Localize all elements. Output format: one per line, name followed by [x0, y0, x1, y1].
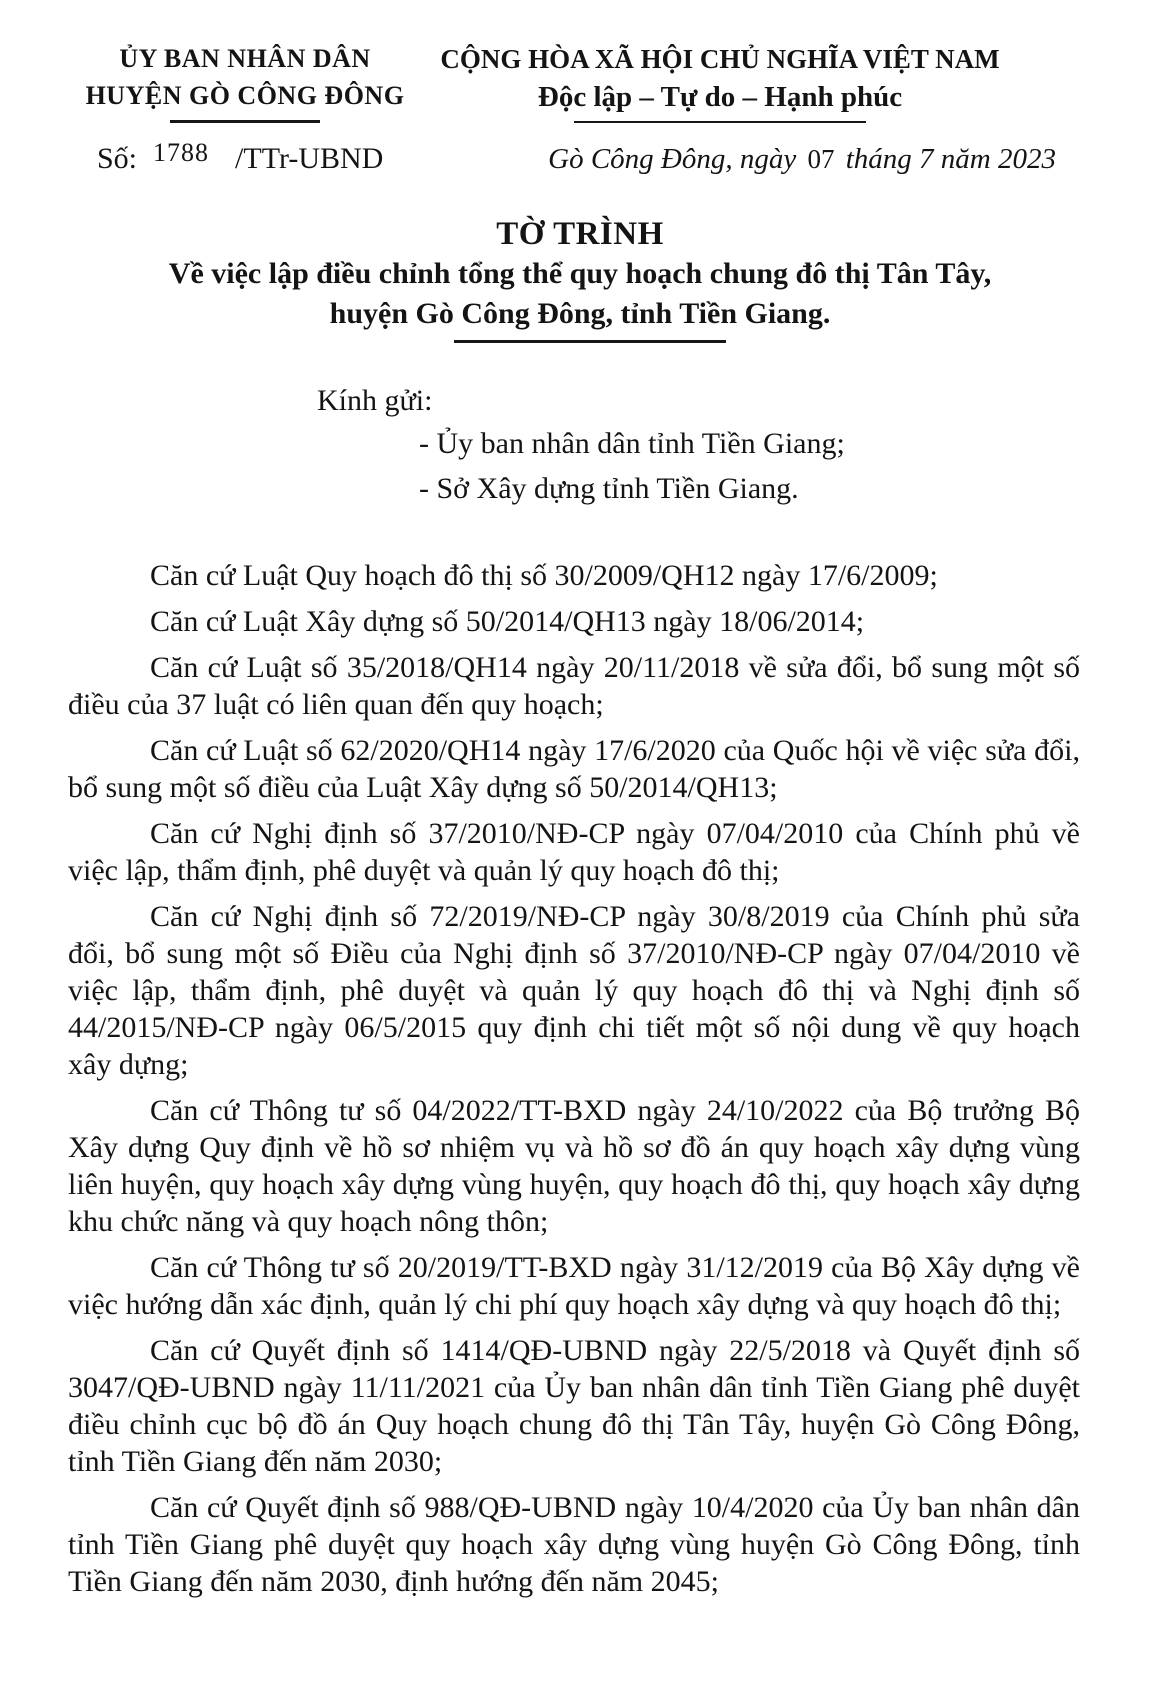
document-body [68, 557, 1080, 1600]
issuer-block [60, 40, 430, 123]
subject-line-2: huyện Gò Công Đông, tỉnh Tiền Giang. [329, 297, 831, 330]
legal-basis-paragraph: Căn cứ Quyết định số 1414/QĐ-UBND ngày 22/5/2018 và Quyết định số 3047/QĐ-UBND ngày 11/11/2021 của Ủy ban nhân dân tỉnh Tiền Giang phê duyệt điều chỉnh cục bộ đồ án Quy hoạch chung đô thị Tân Tây, huyện Gò Công Đông, tỉnh Tiền Giang đến năm 2030; [68, 1334, 1080, 1478]
legal-basis-paragraph: Căn cứ Nghị định số 37/2010/NĐ-CP ngày 07/04/2010 của Chính phủ về việc lập, thẩm định, phê duyệt và quản lý quy hoạch đô thị; [68, 817, 1080, 887]
subject-line-1: Về việc lập điều chỉnh tổng thể quy hoạch chung đô thị Tân Tây, [168, 257, 992, 290]
motto-divider [574, 121, 866, 123]
place-date-suffix: tháng 7 năm 2023 [845, 143, 1056, 175]
place-date-prefix: Gò Công Đông, ngày [548, 143, 797, 175]
place-date-line [548, 141, 1056, 177]
legal-basis-paragraph: Căn cứ Thông tư số 20/2019/TT-BXD ngày 31/12/2019 của Bộ Xây dựng về việc hướng dẫn xác định, quản lý chi phí quy hoạch xây dựng và quy hoạch đô thị; [68, 1251, 1080, 1321]
document-number-value: 1788 [153, 138, 210, 167]
legal-basis-paragraph: Căn cứ Luật Xây dựng số 50/2014/QH13 ngày 18/06/2014; [150, 605, 865, 638]
national-motto-block [430, 40, 1010, 123]
salutation-label: Kính gửi: [317, 384, 433, 417]
motto-line: Độc lập – Tự do – Hạnh phúc [537, 81, 903, 113]
legal-basis-paragraph: Căn cứ Luật số 62/2020/QH14 ngày 17/6/2020 của Quốc hội về việc sửa đổi, bổ sung một số điều của Luật Xây dựng số 50/2014/QH13; [68, 734, 1080, 804]
legal-basis-paragraph: Căn cứ Quyết định số 988/QĐ-UBND ngày 10/4/2020 của Ủy ban nhân dân tỉnh Tiền Giang phê duyệt quy hoạch xây dựng vùng huyện Gò Công Đông, tỉnh Tiền Giang đến năm 2030, định hướng đến năm 2045; [68, 1491, 1080, 1598]
title-block [0, 214, 1160, 343]
recipient-line: - Sở Xây dựng tỉnh Tiền Giang. [419, 472, 799, 505]
issuer-line-1: ỦY BAN NHÂN DÂN [119, 44, 371, 73]
document-number-label: Số: [97, 142, 138, 175]
legal-basis-paragraph: Căn cứ Luật số 35/2018/QH14 ngày 20/11/2018 về sửa đổi, bổ sung một số điều của 37 luật có liên quan đến quy hoạch; [68, 651, 1080, 721]
salutation-block [0, 381, 1160, 511]
issuer-divider [170, 120, 320, 123]
title-divider [454, 340, 726, 343]
recipient-line: - Ủy ban nhân dân tỉnh Tiền Giang; [419, 427, 845, 460]
legal-basis-paragraph: Căn cứ Thông tư số 04/2022/TT-BXD ngày 24/10/2022 của Bộ trưởng Bộ Xây dựng Quy định về hồ sơ nhiệm vụ và hồ sơ đồ án quy hoạch xây dựng vùng liên huyện, quy hoạch xây dựng vùng huyện, quy hoạch đô thị, quy hoạch xây dựng khu chức năng và quy hoạch nông thôn; [68, 1094, 1080, 1238]
document-number [97, 138, 384, 178]
document-number-suffix: /TTr-UBND [235, 142, 384, 175]
document-type-title: TỜ TRÌNH [496, 216, 664, 252]
document-header [0, 40, 1160, 123]
place-date-day: 07 [807, 144, 835, 174]
national-name-line: CỘNG HÒA XÃ HỘI CHỦ NGHĨA VIỆT NAM [440, 44, 1000, 74]
issuer-line-2: HUYỆN GÒ CÔNG ĐÔNG [85, 81, 405, 110]
legal-basis-paragraph: Căn cứ Luật Quy hoạch đô thị số 30/2009/QH12 ngày 17/6/2009; [150, 559, 938, 592]
legal-basis-paragraph: Căn cứ Nghị định số 72/2019/NĐ-CP ngày 30/8/2019 của Chính phủ sửa đổi, bổ sung một số Điều của Nghị định số 37/2010/NĐ-CP ngày 07/04/2010 về việc lập, thẩm định, phê duyệt và quản lý quy hoạch đô thị và Nghị định số 44/2015/NĐ-CP ngày 06/5/2015 quy định chi tiết một số nội dung về quy hoạch xây dựng; [68, 900, 1080, 1081]
number-date-row [0, 138, 1160, 178]
